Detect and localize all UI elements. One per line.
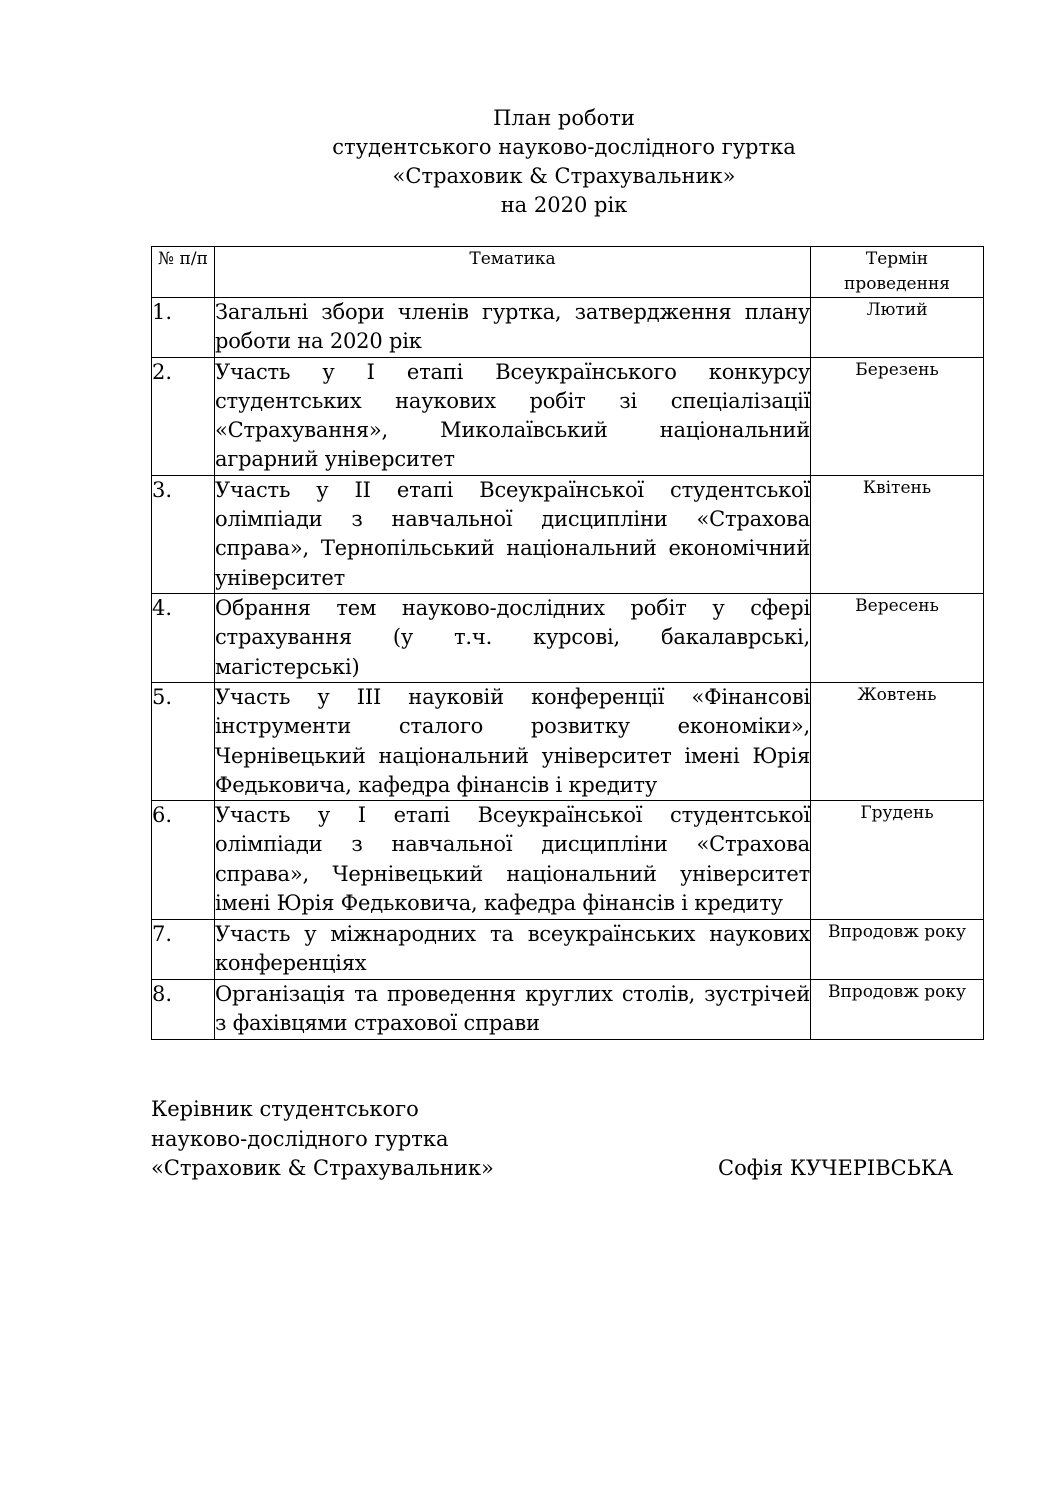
row-term: Жовтень (811, 682, 984, 800)
table-row (152, 593, 984, 682)
title-line-4: на 2020 рік (500, 193, 628, 217)
table-row (152, 475, 984, 593)
row-num: 4. (152, 593, 215, 682)
row-topic: Обрання тем науково-дослідних робіт у сфері страхування (у т.ч. курсові, бакалаврські, магістерські) (215, 593, 811, 682)
row-topic: Участь у ІІ етапі Всеукраїнської студентської олімпіади з навчальної дисципліни «Страхова справа», Тернопільський національний економічний університет (215, 475, 811, 593)
work-plan-table (151, 246, 984, 1040)
title-line-1: План роботи (493, 106, 635, 130)
table-row (152, 682, 984, 800)
table-row (152, 357, 984, 475)
row-num: 8. (152, 980, 215, 1040)
header-topic: Тематика (215, 247, 811, 298)
signature-line-2: науково-дослідного гуртка (151, 1126, 449, 1151)
row-num: 3. (152, 475, 215, 593)
signature-line-3: «Страховик & Страхувальник» (151, 1156, 494, 1180)
row-topic: Участь у міжнародних та всеукраїнських наукових конференціях (215, 920, 811, 980)
header-num: № п/п (152, 247, 215, 298)
row-num: 6. (152, 801, 215, 920)
signature-block (151, 1095, 494, 1184)
row-topic: Організація та проведення круглих столів, зустрічей з фахівцями страхової справи (215, 980, 811, 1040)
row-term: Впродовж року (811, 980, 984, 1040)
signature-line-1: Керівник студентського (151, 1097, 419, 1121)
row-term: Впродовж року (811, 920, 984, 980)
table-row (152, 920, 984, 980)
document-title (0, 104, 1058, 220)
table-row (152, 298, 984, 358)
row-num: 7. (152, 920, 215, 980)
row-num: 5. (152, 682, 215, 800)
row-topic: Участь у І етапі Всеукраїнського конкурсу студентських наукових робіт зі спеціалізації «Страхування», Миколаївський національний аграрний університет (215, 357, 811, 475)
row-term: Вересень (811, 593, 984, 682)
row-num: 2. (152, 357, 215, 475)
row-topic: Загальні збори членів гуртка, затвердження плану роботи на 2020 рік (215, 298, 811, 358)
row-term: Грудень (811, 801, 984, 920)
row-topic: Участь у ІІІ науковій конференції «Фінансові інструменти сталого розвитку економіки», Чернівецький національний університет імені Юрія Федьковича, кафедра фінансів і кредиту (215, 682, 811, 800)
table-header-row (152, 247, 984, 298)
table-row (152, 801, 984, 920)
title-line-3: «Страховик & Страхувальник» (392, 164, 736, 188)
header-term: Термін проведення (811, 247, 984, 298)
row-term: Квітень (811, 475, 984, 593)
table-row (152, 980, 984, 1040)
row-term: Березень (811, 357, 984, 475)
row-num: 1. (152, 298, 215, 358)
signatory-name: Софія КУЧЕРІВСЬКА (718, 1156, 954, 1180)
row-term: Лютий (811, 298, 984, 358)
title-line-2: студентського науково-дослідного гуртка (332, 135, 796, 159)
row-topic: Участь у І етапі Всеукраїнської студентської олімпіади з навчальної дисципліни «Страхова справа», Чернівецький національний університет імені Юрія Федьковича, кафедра фінансів і кредиту (215, 801, 811, 920)
